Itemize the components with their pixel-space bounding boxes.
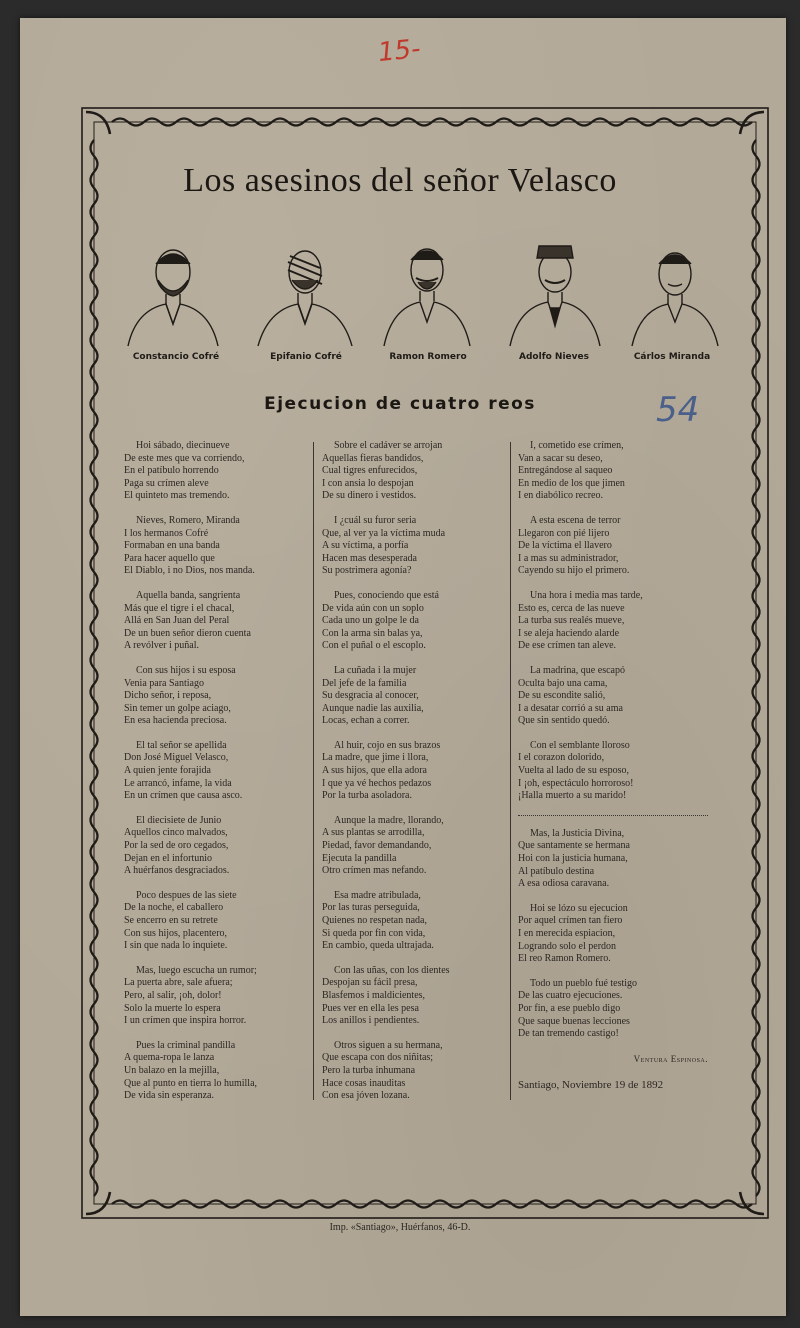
verse-line: De su dinero i vestidos. [322,490,417,502]
verse-line: Se encerro en su retrete [124,915,218,926]
verse-line: Que saque buenas lecciones [518,1015,630,1027]
verse-line: En el patíbulo horrendo [124,465,219,477]
verse-line: A quema-ropa le lanza [124,1052,215,1064]
verse-line: En esa hacienda preciosa. [124,715,227,727]
stanza [322,515,512,578]
verse-line: I ¿cuál su furor seria [334,514,417,526]
verse-line: Todo un pueblo fué testigo [530,977,638,989]
verse-line: Al huir, cojo en sus brazos [334,739,441,751]
verse-line: I en merecida espiacion, [518,928,616,939]
verse-line: A quien jente forajida [124,765,211,777]
verse-line: El reo Ramon Romero. [518,953,611,965]
stanza [518,665,708,728]
verse-line: Con sus hijos i su esposa [136,664,236,676]
stanza [322,815,512,878]
portrait-name-adolfo: Adolfo Nieves [519,352,589,362]
verse-line: La puerta abre, sale afuera; [124,977,233,989]
poem-column-3 [518,440,708,1092]
stanza [124,665,314,728]
verse-line: En medio de los que jimen [518,477,625,489]
portrait-name-carlos: Cárlos Miranda [633,352,711,362]
stanza [124,590,314,653]
verse-line: Venia para Santiago [124,677,204,689]
stanza [322,740,512,803]
verse-line: Van a sacar su deseo, [518,452,603,464]
verse-line: I con ansia lo despojan [322,477,414,489]
verse-line: A huérfanos desgraciados. [124,865,230,877]
stanza [518,978,708,1041]
verse-line: I en diabólico recreo. [518,490,603,502]
verse-line: La madre, que jime i llora, [322,752,429,764]
portrait-name-constancio: Constancio Cofré [132,352,220,362]
publication-date: Santiago, Noviembre 19 de 1892 [518,1079,664,1092]
verse-line: Por la turba asoladora. [322,790,412,802]
verse-line: Solo la muerte lo espera [124,1002,221,1014]
verse-line: A esa odiosa caravana. [518,878,610,890]
verse-line: Pero la turba inhumana [322,1064,416,1076]
verse-line: Su desgracia al conocer, [322,690,419,702]
portrait-man-with-cap-icon [500,236,610,348]
verse-line: Formaban en una banda [124,540,220,552]
verse-line: De este mes que va corriendo, [124,452,245,464]
stanza [322,1040,512,1103]
stanza [124,965,314,1028]
verse-line: Mas, la Justicia Divina, [530,827,625,839]
stanza [124,1040,314,1103]
stanza [322,965,512,1028]
verse-line: Aquellos cinco malvados, [124,827,228,839]
verse-line: Aunque la madre, llorando, [334,814,444,826]
section-subtitle: Ejecucion de cuatro reos [264,394,536,414]
verse-line: Poco despues de las siete [136,889,237,901]
verse-line: Con las uñas, con los dientes [334,964,450,976]
stanza [322,590,512,653]
verse-line: Su postrimera agonía? [322,565,412,577]
verse-line: De tan tremendo castigo! [518,1028,619,1040]
verse-line: A esta escena de terror [530,514,621,526]
poem-column-3-upper [518,440,708,803]
verse-line: Que santamente se hermana [518,840,630,852]
verse-line: De la víctima el llavero [518,540,612,552]
verse-line: Por aquel crímen tan fiero [518,915,623,927]
verse-line: La madrina, que escapó [530,664,625,676]
verse-line: Al patíbulo destina [518,865,595,877]
verse-line: Esa madre atribulada, [334,889,421,901]
verse-line: I ¡oh, espectáculo horroroso! [518,777,634,789]
verse-line: Con esa jóven lozana. [322,1090,410,1102]
verse-line: El Diablo, i no Dios, nos manda. [124,565,255,577]
verse-line: Sobre el cadáver se arrojan [334,440,443,451]
verse-line: I a desatar corrió a su ama [518,702,623,714]
stanza [322,890,512,953]
verse-line: Por fin, a ese pueblo digo [518,1002,621,1014]
verse-line: El quinteto mas tremendo. [124,490,230,502]
verse-line: En un crímen que causa asco. [124,790,243,802]
verse-line: Un balazo en la mejilla, [124,1064,220,1076]
verse-line: Esto es, cerca de las nueve [518,602,625,614]
verse-line: Pues la criminal pandilla [136,1039,236,1051]
verse-line: I, cometido ese crímen, [530,440,624,451]
stanza [518,740,708,803]
verse-line: Ejecuta la pandilla [322,852,397,864]
column-divider-2 [510,442,511,1100]
portrait-name-epifanio: Epifanio Cofré [270,352,342,362]
verse-line: Si queda por fin con vida, [322,927,426,939]
verse-line: Oculta bajo una cama, [518,677,608,689]
verse-line: Aquellas fieras bandidos, [322,452,424,464]
verse-line: A revólver i puñal. [124,640,199,652]
verse-line: Otros siguen a su hermana, [334,1039,443,1051]
handwritten-number-side: 54 [656,390,700,430]
verse-line: ¡Halla muerto a su marido! [518,790,627,802]
verse-line: Locas, echan a correr. [322,715,410,727]
verse-line: Logrando solo el perdon [518,940,617,952]
verse-line: Que, al ver ya la víctima muda [322,527,446,539]
verse-line: Por la sed de oro cegados, [124,840,229,852]
verse-line: Con la arma sin balas ya, [322,627,423,639]
verse-line: Cada uno un golpe le da [322,615,419,627]
verse-line: A sus hijos, que ella adora [322,765,427,777]
dotted-separator [518,815,708,816]
verse-line: Por las turas perseguida, [322,902,420,914]
verse-line: Con el puñal o el escoplo. [322,640,426,652]
verse-line: Para hacer aquello que [124,552,215,564]
stanza [124,815,314,878]
verse-line: La cuñada i la mujer [334,664,417,676]
stanza [322,440,512,503]
verse-line: Paga su crímen aleve [124,477,209,489]
verse-line: La turba sus realés mueve, [518,615,625,627]
verse-line: I los hermanos Cofré [124,527,209,539]
column-divider-1 [313,442,314,1100]
verse-line: Despojan su fácil presa, [322,977,418,989]
author-signature: Ventura Espinosa. [633,1053,708,1064]
verse-line: Cayendo su hijo el primero. [518,565,630,577]
verse-line: Pero, al salir, ¡oh, dolor! [124,989,222,1001]
verse-line: I que ya vé hechos pedazos [322,777,432,789]
verse-line: Dicho señor, i reposa, [124,690,212,702]
verse-line: El tal señor se apellida [136,739,227,751]
verse-line: Sin temer un golpe aciago, [124,702,231,714]
verse-line: De un buen señor dieron cuenta [124,627,251,639]
stanza [518,828,708,891]
verse-line: Hoi sábado, diecinueve [136,440,230,451]
verse-line: Dejan en el infortunio [124,852,213,864]
verse-line: Que sin sentido quedó. [518,715,610,727]
verse-line: Una hora i media mas tarde, [530,589,643,601]
verse-line: Hoi con la justicia humana, [518,853,628,865]
verse-line: De vida aún con un soplo [322,602,424,614]
verse-line: Pues ver en ella les pesa [322,1002,419,1014]
stanza [124,440,314,503]
handwritten-number-top: 15- [376,33,422,69]
verse-line: Más que el tigre i el chacal, [124,602,235,614]
verse-line: De su escondite salió, [518,690,606,702]
portrait-bandaged-man-icon [250,236,360,348]
verse-line: Con el semblante lloroso [530,739,630,751]
portrait-mustached-man-icon [372,236,482,348]
stanza [518,515,708,578]
stanza [322,665,512,728]
portrait-name-ramon: Ramon Romero [389,352,467,362]
stanza [124,890,314,953]
verse-line: Pues, conociendo que está [334,589,439,601]
verse-line: En cambio, queda ultrajada. [322,940,434,952]
portrait-young-man-icon [630,236,740,348]
verse-line: Los anillos i pendientes. [322,1015,420,1027]
stanza [124,740,314,803]
stanza [518,590,708,653]
verse-line: Que al punto en tierra lo humilla, [124,1077,258,1089]
poem-column-1 [124,440,314,1115]
verse-line: I se aleja haciendo alarde [518,627,620,639]
verse-line: El diecisiete de Junio [136,814,222,826]
portrait-bearded-man-icon [118,236,228,348]
poem-column-2 [322,440,512,1115]
verse-line: Cual tigres enfurecidos, [322,465,418,477]
verse-line: Que escapa con dos niñitas; [322,1052,434,1064]
verse-line: A su víctima, a porfía [322,540,409,552]
verse-line: De la noche, el caballero [124,902,224,914]
stanza [518,440,708,503]
poem-column-3-lower [518,828,708,1041]
verse-line: Blasfemos i maldicientes, [322,989,426,1001]
stanza [518,903,708,966]
verse-line: Hoi se lózo su ejecucion [530,902,628,914]
verse-line: A sus plantas se arrodilla, [322,827,425,839]
page-title: Los asesinos del señor Velasco [183,162,617,199]
verse-line: Llegaron con pié lijero [518,527,610,539]
verse-line: I el corazon dolorido, [518,752,605,764]
verse-line: Aquella banda, sangrienta [136,589,241,601]
verse-line: I un crímen que inspira horror. [124,1015,247,1027]
verse-line: De vida sin esperanza. [124,1090,214,1102]
verse-line: Del jefe de la familia [322,677,407,689]
verse-line: Nieves, Romero, Miranda [136,514,240,526]
verse-line: Mas, luego escucha un rumor; [136,964,257,976]
verse-line: Aunque nadie las auxilia, [322,702,424,714]
verse-line: I sin que nada lo inquiete. [124,940,228,952]
verse-line: Le arrancó, infame, la vida [124,777,232,789]
stanza [124,515,314,578]
verse-line: Hace cosas inauditas [322,1077,406,1089]
verse-line: I a mas su administrador, [518,552,619,564]
verse-line: Hacen mas desesperada [322,552,417,564]
verse-line: Entregándose al saqueo [518,465,613,477]
verse-line: Don José Miguel Velasco, [124,752,229,764]
verse-line: Quienes no respetan nada, [322,915,427,926]
verse-line: De ese crímen tan aleve. [518,640,617,652]
verse-line: De las cuatro ejecuciones. [518,990,623,1002]
verse-line: Allá en San Juan del Peral [124,615,230,627]
printer-imprint: Imp. «Santiago», Huérfanos, 46-D. [329,1222,471,1233]
verse-line: Otro crímen mas nefando. [322,865,427,877]
verse-line: Piedad, favor demandando, [322,840,432,852]
verse-line: Vuelta al lado de su esposo, [518,765,630,777]
verse-line: Con sus hijos, placentero, [124,927,228,939]
